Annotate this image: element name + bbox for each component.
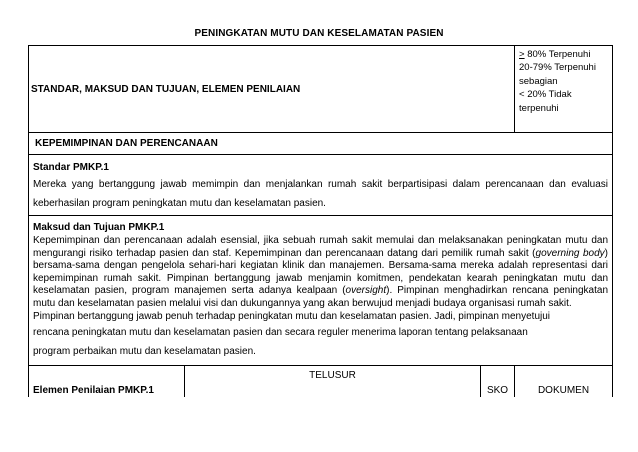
- page-title: PENINGKATAN MUTU DAN KESELAMATAN PASIEN: [194, 28, 444, 39]
- purpose-cell: [29, 216, 613, 366]
- section-row: [29, 133, 613, 155]
- score-legend: [515, 46, 613, 133]
- italic-term: oversight: [345, 285, 387, 297]
- standard-cell: [29, 155, 613, 216]
- text-span: ). Pimpinan menghadirkan rencana peningkatan mutu dan keselamatan pasien melalui visi dan dukungannya yang akan berwujud menjadi budaya organisasi rumah sakit.: [33, 285, 609, 309]
- standard-table: [28, 45, 613, 397]
- sko-header: SKO: [481, 366, 515, 398]
- purpose-title: Maksud dan Tujuan PMKP.1: [33, 222, 165, 233]
- legend-line: terpenuhi: [519, 102, 559, 114]
- italic-term: governing body: [535, 247, 605, 259]
- elements-header-row: [29, 366, 613, 398]
- purpose-paragraph-2-cont: [33, 323, 608, 342]
- purpose-paragraph-2-end: [33, 342, 608, 361]
- text-span: ) bersama-sama dengan pengelola sehari-hari kegiatan klinik dan manajemen. Bersama-sama mereka adalah representasi dari kepemimpinan rumah sakit. Pimpinan bertanggung jawab menjamin komitmen, pendekatan kearah peningkatan mutu dan keselamatan pasien, program manajemen serta adanya kealpaan (: [33, 247, 609, 297]
- telusur-header: TELUSUR: [185, 366, 481, 398]
- legend-line: < 20% Tidak: [519, 89, 572, 101]
- legend-line: sebagian: [519, 75, 558, 87]
- text-span: Kepemimpinan dan perencanaan adalah esensial, jika sebuah rumah sakit memulai dan melaksanakan peningkatan mutu dan mengurangi risiko terhadap pasien dan staf. Kepemimpinan dan perencanaan datang dari pemilik rumah sakit (: [33, 235, 609, 259]
- section-title: KEPEMIMPINAN DAN PERENCANAAN: [29, 133, 613, 155]
- purpose-row: [29, 216, 613, 366]
- standard-title: Standar PMKP.1: [33, 162, 109, 173]
- text-span: Pimpinan bertanggung jawab penuh terhadap peningkatan mutu dan keselamatan pasien. Jadi, pimpinan menyetujui: [33, 310, 551, 322]
- header-label: STANDAR, MAKSUD DAN TUJUAN, ELEMEN PENILAIAN: [29, 46, 515, 133]
- dokumen-header: DOKUMEN: [515, 366, 613, 398]
- text-span: rencana peningkatan mutu dan keselamatan pasien dan secara reguler menerima laporan tentang pelaksanaan: [33, 327, 528, 339]
- legend-line: 20-79% Terpenuhi: [519, 62, 596, 74]
- purpose-text: [33, 235, 608, 361]
- header-row: [29, 46, 613, 133]
- purpose-paragraph-2: [33, 311, 608, 324]
- legend-line: > 80% Terpenuhi: [519, 49, 591, 60]
- elements-label: Elemen Penilaian PMKP.1: [29, 366, 185, 398]
- purpose-paragraph-1: [33, 235, 608, 311]
- text-span: program perbaikan mutu dan keselamatan pasien.: [33, 346, 256, 358]
- standard-row: [29, 155, 613, 216]
- standard-text: Mereka yang bertanggung jawab memimpin dan menjalankan rumah sakit berpartisipasi dalam perencanaan dan evaluasi keberhasilan program peningkatan mutu dan keselamatan pasien.: [33, 179, 609, 209]
